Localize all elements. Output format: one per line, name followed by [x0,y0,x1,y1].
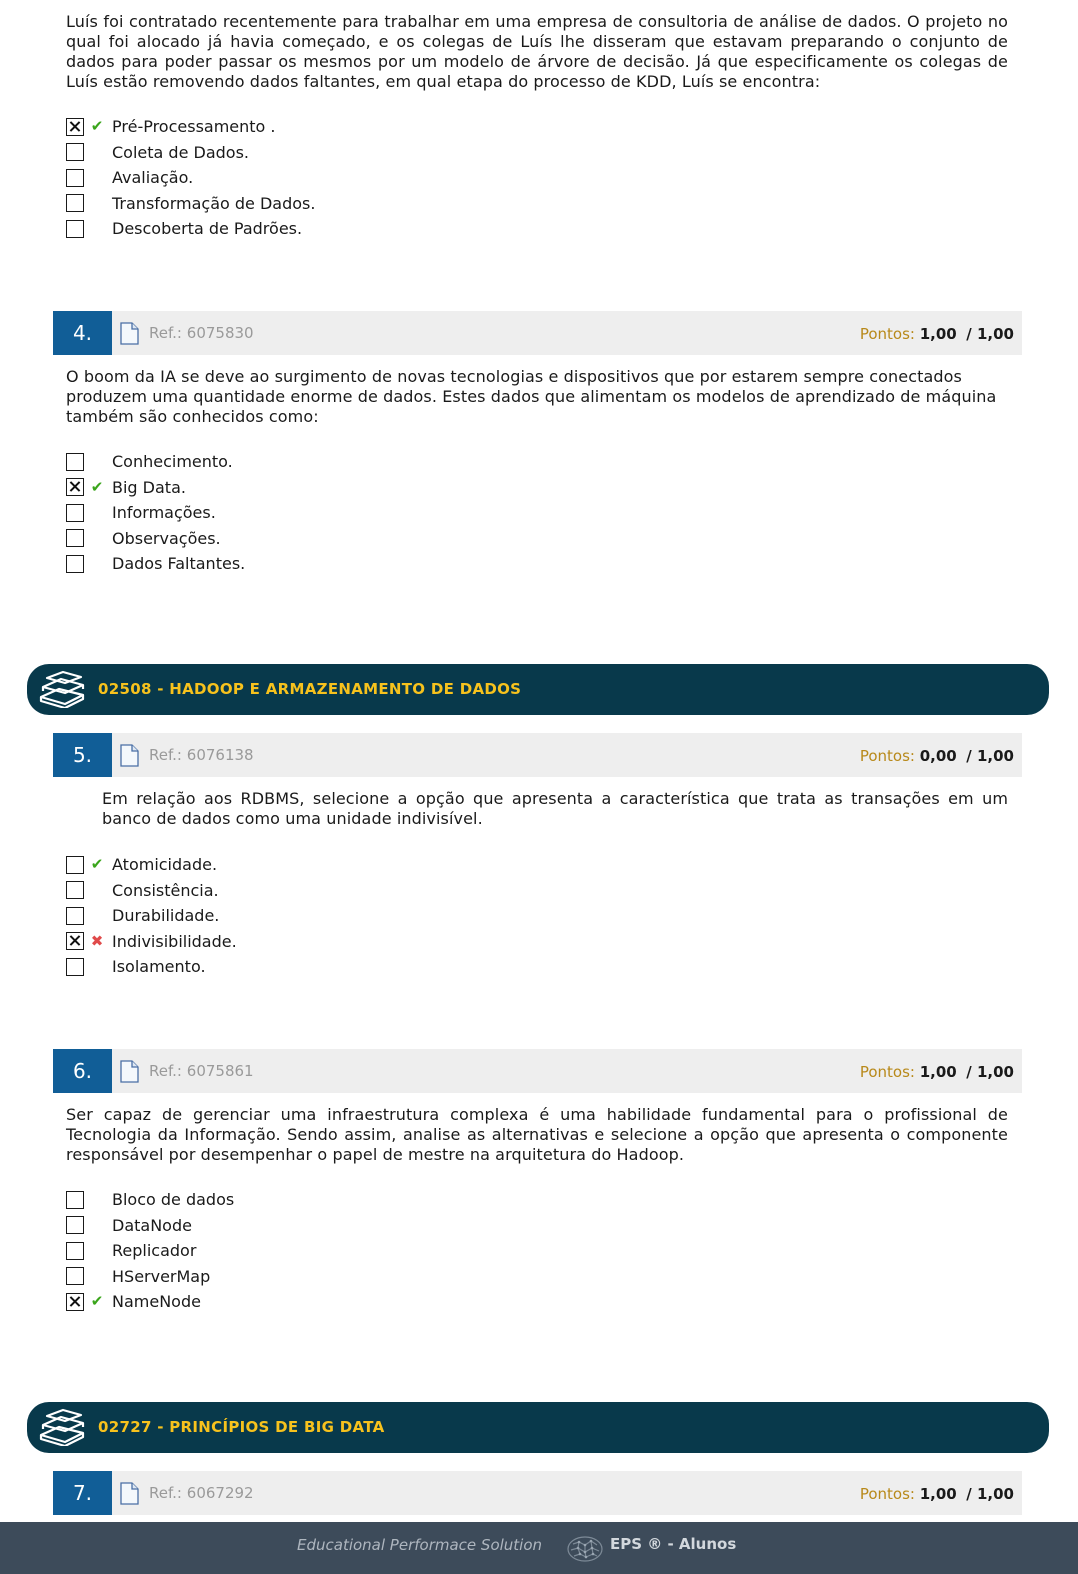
option-label: Transformação de Dados. [112,193,316,213]
option-label: NameNode [112,1292,201,1312]
option-label: Bloco de dados [112,1190,235,1210]
ref-code: 6075861 [186,1062,254,1080]
option[interactable] [66,1187,234,1213]
question-3-options [66,114,315,242]
section-title: 02727 - PRINCÍPIOS DE BIG DATA [98,1418,385,1436]
ref-code: 6076138 [186,746,254,764]
question-5-header [53,733,1022,777]
option[interactable] [66,954,237,980]
books-icon [37,1408,87,1446]
footer [0,1522,1078,1574]
question-ref [149,324,254,342]
document-icon[interactable] [120,322,139,345]
brain-icon [565,1534,605,1564]
option-label: Avaliação. [112,168,194,188]
question-number: 5. [53,733,112,777]
question-ref [149,746,254,764]
points-label: Pontos: [859,1063,915,1081]
option-checkbox[interactable] [66,555,84,573]
option-label: Atomicidade. [112,855,218,875]
option[interactable] [66,903,237,929]
cross-icon: ✖ [90,931,104,950]
question-6-options [66,1187,234,1315]
option-label: Observações. [112,528,221,548]
option-checkbox[interactable] [66,958,84,976]
option[interactable] [66,526,245,552]
question-number: 4. [53,311,112,355]
option[interactable] [66,1238,234,1264]
points-label: Pontos: [859,747,915,765]
question-4-text: O boom da IA se deve ao surgimento de novas tecnologias e dispositivos que por estarem sempre conectados produzem uma quantidade enorme de dados. Estes dados que alimentam os modelos de aprendizado de máquina também são conhecidos como: [66,367,997,426]
option-label: Consistência. [112,880,219,900]
option[interactable] [66,191,315,217]
option-label: DataNode [112,1215,192,1235]
points-value: 1,00 [919,1485,957,1503]
option-checkbox[interactable] [66,1191,84,1209]
option-checkbox[interactable] [66,529,84,547]
option-label: Isolamento. [112,957,206,977]
question-4-options [66,449,245,577]
option-checkbox[interactable] [66,118,84,136]
option[interactable] [66,878,237,904]
question-4-header [53,311,1022,355]
option-checkbox[interactable] [66,856,84,874]
books-icon [37,670,87,708]
question-7-header [53,1471,1022,1515]
footer-brand: EPS ® - Alunos [610,1535,737,1553]
option-checkbox[interactable] [66,220,84,238]
option[interactable] [66,216,315,242]
option-checkbox[interactable] [66,169,84,187]
option-checkbox[interactable] [66,1267,84,1285]
points-max: / 1,00 [966,1063,1014,1081]
option[interactable] [66,1264,234,1290]
option[interactable] [66,852,237,878]
check-icon: ✔ [90,477,104,496]
option-checkbox[interactable] [66,1242,84,1260]
option-label: Big Data. [112,477,186,497]
option-label: Pré-Processamento . [112,117,276,137]
question-points [860,325,1014,343]
section-header-hadoop [27,664,1049,715]
question-6-text: Ser capaz de gerenciar uma infraestrutura complexa é uma habilidade fundamental para o profissional de Tecnologia da Informação. Sendo assim, analise as alternativas e selecione a opção que apresenta o componente responsável por desempenhar o papel de mestre na arquitetura do Hadoop. [66,1105,1008,1164]
ref-label: Ref.: [149,746,182,764]
document-icon[interactable] [120,744,139,767]
option[interactable] [66,551,245,577]
option[interactable] [66,165,315,191]
section-header-big-data [27,1402,1049,1453]
section-title: 02508 - HADOOP E ARMAZENAMENTO DE DADOS [98,680,522,698]
points-value: 1,00 [919,325,957,343]
question-6-header [53,1049,1022,1093]
question-number: 6. [53,1049,112,1093]
option-checkbox[interactable] [66,1216,84,1234]
points-max: / 1,00 [966,325,1014,343]
option-label: Coleta de Dados. [112,142,249,162]
option[interactable] [66,449,245,475]
option[interactable] [66,140,315,166]
option-checkbox[interactable] [66,143,84,161]
question-5-text: Em relação aos RDBMS, selecione a opção que apresenta a característica que trata as transações em um banco de dados como uma unidade indivisível. [102,789,1008,828]
option-label: Replicador [112,1241,197,1261]
question-ref [149,1062,254,1080]
ref-label: Ref.: [149,1484,182,1502]
option-checkbox[interactable] [66,194,84,212]
document-icon[interactable] [120,1482,139,1505]
option[interactable] [66,1289,234,1315]
ref-code: 6075830 [186,324,254,342]
option[interactable] [66,114,315,140]
option-checkbox[interactable] [66,932,84,950]
option-label: Descoberta de Padrões. [112,219,303,239]
footer-slogan: Educational Performace Solution [297,1536,543,1554]
points-max: / 1,00 [966,747,1014,765]
question-5-options [66,852,237,980]
check-icon: ✔ [90,855,104,874]
points-label: Pontos: [859,1485,915,1503]
ref-label: Ref.: [149,324,182,342]
option-checkbox[interactable] [66,504,84,522]
option-label: Informações. [112,503,216,523]
document-icon[interactable] [120,1060,139,1083]
points-value: 0,00 [919,747,957,765]
option[interactable] [66,929,237,955]
question-3-text: Luís foi contratado recentemente para trabalhar em uma empresa de consultoria de análise de dados. O projeto no qual foi alocado já havia começado, e os colegas de Luís lhe disseram que estavam preparando o conjunto de dados para poder passar os mesmos por um modelo de árvore de decisão. Já que especificamente os colegas de Luís estão removendo dados faltantes, em qual etapa do processo de KDD, Luís se encontra: [66,12,1008,91]
option-checkbox[interactable] [66,1293,84,1311]
option[interactable] [66,1213,234,1239]
option-checkbox[interactable] [66,478,84,496]
option[interactable] [66,475,245,501]
option-label: Dados Faltantes. [112,554,246,574]
option-label: Durabilidade. [112,906,220,926]
question-points [860,747,1014,765]
points-max: / 1,00 [966,1485,1014,1503]
question-ref [149,1484,254,1502]
ref-label: Ref.: [149,1062,182,1080]
points-label: Pontos: [859,325,915,343]
question-number: 7. [53,1471,112,1515]
option-label: Conhecimento. [112,452,233,472]
check-icon: ✔ [90,117,104,136]
option-checkbox[interactable] [66,881,84,899]
ref-code: 6067292 [186,1484,254,1502]
points-value: 1,00 [919,1063,957,1081]
option-label: Indivisibilidade. [112,931,237,951]
option-checkbox[interactable] [66,907,84,925]
question-points [860,1485,1014,1503]
option[interactable] [66,500,245,526]
option-checkbox[interactable] [66,453,84,471]
option-label: HServerMap [112,1266,211,1286]
check-icon: ✔ [90,1292,104,1311]
question-points [860,1063,1014,1081]
